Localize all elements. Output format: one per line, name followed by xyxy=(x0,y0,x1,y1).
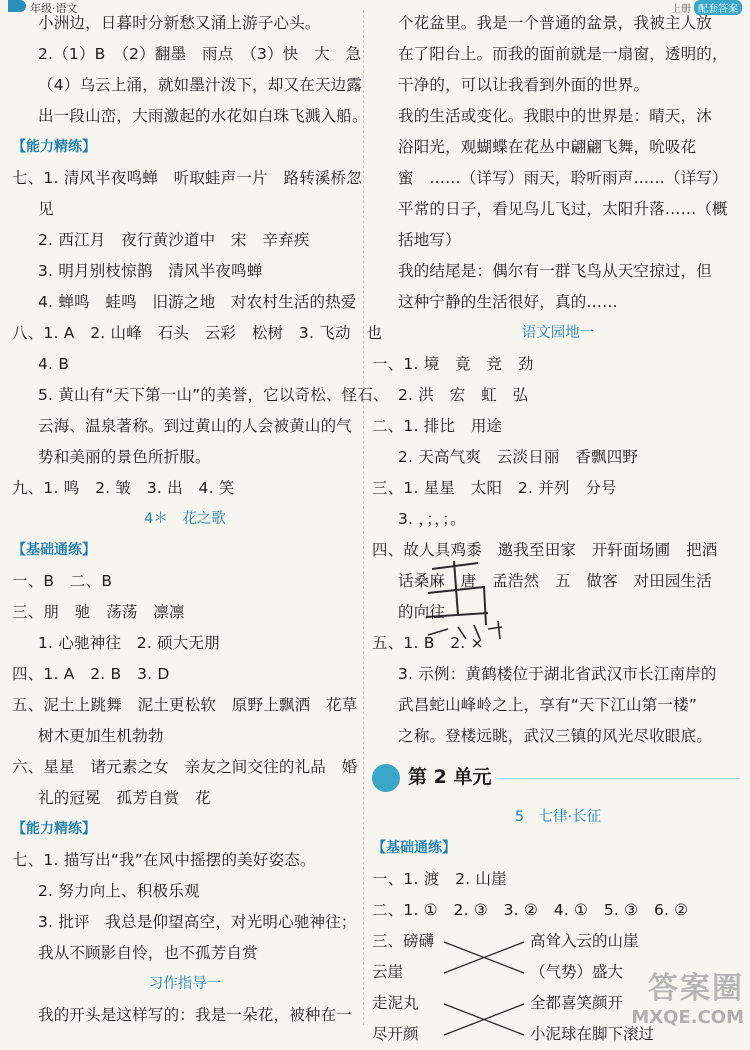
unit-title: 第 2 单元 xyxy=(408,766,492,788)
answer-line: 三、1. 星星 太阳 2. 并列 分号 xyxy=(372,479,617,497)
answer-line: 5. 黄山有“天下第一山”的美誉，它以奇松、怪石、 xyxy=(38,386,389,404)
answer-line: 这种宁静的生活很好，真的…… xyxy=(398,293,618,311)
match-left-item: 走泥丸 xyxy=(372,994,419,1012)
answer-line: 平常的日子，看见鸟儿飞过，太阳升落……（概 xyxy=(398,200,728,218)
answer-line: 武昌蛇山峰岭之上，享有“天下江山第一楼” xyxy=(398,696,698,714)
match-right-item: 高耸入云的山崖 xyxy=(530,932,639,950)
answer-line: 话桑麻 唐 孟浩然 五 做客 对田园生活 xyxy=(398,572,713,590)
answer-line: 云海、温泉著称。到过黄山的人会被黄山的气 xyxy=(38,417,353,435)
grade-text: 年级·语文 xyxy=(30,2,78,15)
section-heading: 【基础通练】 xyxy=(372,840,456,856)
answer-line: 小洲边，日暮时分新愁又涌上游子心头。 xyxy=(38,14,321,32)
match-left-item: 云崖 xyxy=(372,963,404,981)
edition-text: 上册 xyxy=(671,4,691,15)
answer-line: 五、1. B 2. × xyxy=(372,634,484,652)
answer-line: 礼的冠冕 孤芳自赏 花 xyxy=(38,789,211,807)
answer-line: 2. 洪 宏 虹 弘 xyxy=(398,386,529,404)
answer-line: 树木更加生机勃勃 xyxy=(38,727,164,745)
answer-line: 之称。登楼远眺，武汉三镇的风光尽收眼底。 xyxy=(398,727,713,745)
answer-line: 蜜 ……（详写）雨天，聆听雨声……（详写） xyxy=(398,169,728,187)
handwritten-scribble xyxy=(418,555,528,645)
answer-line: 在了阳台上。而我的面前就是一扇窗，透明的， xyxy=(398,45,728,63)
answer-line: 3. 明月别枝惊鹊 清风半夜鸣蝉 xyxy=(38,262,263,280)
lesson-title: 5 七律·长征 xyxy=(514,809,602,825)
match-left-item: 尽开颜 xyxy=(372,1025,419,1043)
answer-line: 2. 西江月 夜行黄沙道中 宋 辛弃疾 xyxy=(38,231,310,249)
answer-line: 2.（1）B （2）翻墨 雨点 （3）快 大 急 xyxy=(38,45,362,63)
lesson-title: 4＊ 花之歌 xyxy=(144,511,226,527)
answer-line: 四、1. A 2. B 3. D xyxy=(12,665,170,683)
unit-rule xyxy=(500,778,740,779)
answer-line: （4）乌云上涌，就如墨汁泼下，却又在天边露 xyxy=(38,76,363,94)
answer-line: 出一段山峦，大雨激起的水花如白珠飞溅入船。 xyxy=(38,107,368,125)
section-heading: 【能力精练】 xyxy=(12,139,96,155)
answer-line: 六、星星 诸元素之女 亲友之间交往的礼品 婚 xyxy=(12,758,358,776)
answer-line: 个花盆里。我是一个普通的盆景，我被主人放 xyxy=(398,14,713,32)
answer-line: 括地写） xyxy=(398,231,461,249)
match-right-item: 全都喜笑颜开 xyxy=(530,994,624,1012)
column-divider xyxy=(363,10,365,1025)
match-right-item: （气势）盛大 xyxy=(530,963,624,981)
answer-line: 我的生活或变化。我眼中的世界是：晴天，沐 xyxy=(398,107,713,125)
answer-line: 一、1. 境 竟 竞 劲 xyxy=(372,355,534,373)
answer-line: 3. 批评 我总是仰望高空，对光明心驰神往； xyxy=(38,913,357,931)
answer-line: 干净的，可以让我看到外面的世界。 xyxy=(398,76,650,94)
match-left-item: 三、磅礴 xyxy=(372,932,435,950)
answer-line: 我的开头是这样写的：我是一朵花，被种在一 xyxy=(38,1006,353,1024)
answer-line: 三、朋 驰 荡荡 凛凛 xyxy=(12,603,185,621)
answer-line: 七、1. 描写出“我”在风中摇摆的美好姿态。 xyxy=(12,851,316,869)
match-right-item: 小泥球在脚下滚过 xyxy=(530,1025,655,1043)
section-heading: 【基础通练】 xyxy=(12,542,96,558)
answer-line: 4. B xyxy=(38,355,70,373)
answer-line: 一、B 二、B xyxy=(12,572,113,590)
unit-circle-icon xyxy=(372,764,400,792)
answer-line: 我从不顾影自怜，也不孤芳自赏 xyxy=(38,944,258,962)
unit-header xyxy=(372,758,744,802)
answer-line: 2. 努力向上、积极乐观 xyxy=(38,882,200,900)
answer-line: 1. 心驰神往 2. 硕大无朋 xyxy=(38,634,220,652)
right-column xyxy=(372,8,744,1050)
edition-tag: 配套答案 xyxy=(694,0,742,15)
answer-line: 浴阳光，观蝴蝶在花丛中翩翩飞舞，吮吸花 xyxy=(398,138,697,156)
answer-line: 3. ，；，；。 xyxy=(398,510,466,528)
answer-line: 四、故人具鸡黍 邀我至田家 开轩面场圃 把酒 xyxy=(372,541,718,559)
answer-line: 我的结尾是：偶尔有一群飞鸟从天空掠过，但 xyxy=(398,262,713,280)
section-heading: 【能力精练】 xyxy=(12,821,96,837)
watermark-url: MXQE.COM xyxy=(631,1007,744,1028)
answer-line: 见 xyxy=(38,200,54,218)
answer-line: 2. 天高气爽 云淡日丽 香飘四野 xyxy=(398,448,639,466)
lesson-title: 语文园地一 xyxy=(521,325,595,341)
answer-line: 五、泥土上跳舞 泥土更松软 原野上飘洒 花草 xyxy=(12,696,358,714)
answer-line: 二、1. 排比 用途 xyxy=(372,417,503,435)
answer-line: 二、1. ① 2. ③ 3. ② 4. ① 5. ③ 6. ② xyxy=(372,901,689,919)
answer-line: 势和美丽的景色所折服。 xyxy=(38,448,211,466)
lesson-title: 习作指导一 xyxy=(148,976,222,992)
answer-line: 的向往 xyxy=(398,603,446,621)
answer-line: 七、1. 清风半夜鸣蝉 听取蛙声一片 路转溪桥忽 xyxy=(12,169,363,187)
answer-line: 一、1. 渡 2. 山崖 xyxy=(372,870,507,888)
watermark-logo-text: 答案圈 xyxy=(648,971,744,1006)
answer-line: 4. 蝉鸣 蛙鸣 旧游之地 对农村生活的热爱 xyxy=(38,293,357,311)
answer-line: 3. 示例：黄鹤楼位于湖北省武汉市长江南岸的 xyxy=(398,665,717,683)
answer-line: 八、1. A 2. 山峰 石头 云彩 松树 3. 飞动 也 xyxy=(12,324,383,342)
watermark xyxy=(631,963,744,1028)
answer-line: 九、1. 鸣 2. 皱 3. 出 4. 笑 xyxy=(12,479,235,497)
